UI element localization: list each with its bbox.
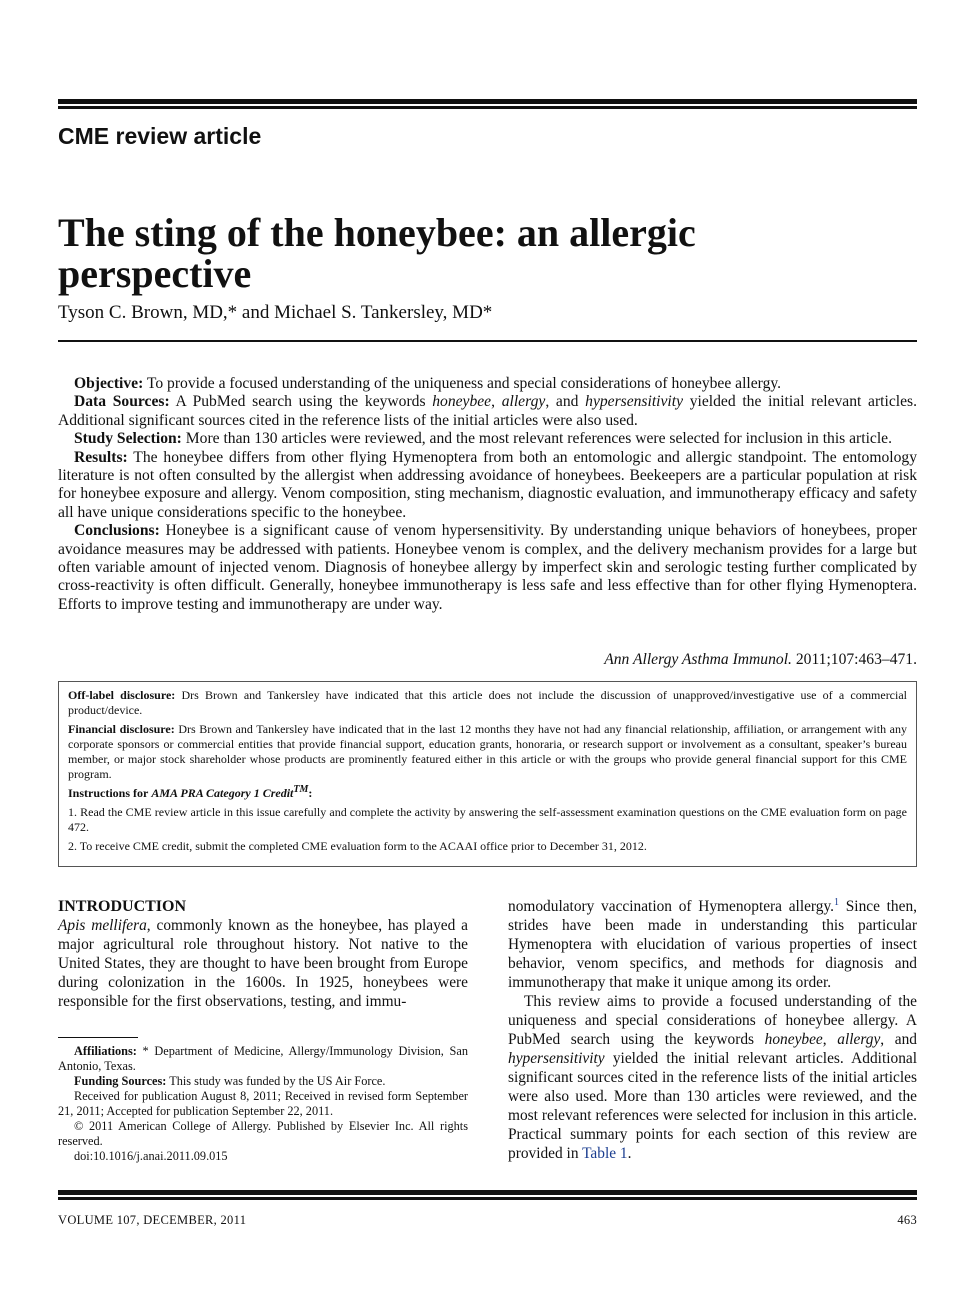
cme-instructions-heading: Instructions for AMA PRA Category 1 Credit™: xyxy=(68,784,313,800)
citation-journal: Ann Allergy Asthma Immunol. xyxy=(604,651,792,668)
study-selection-label: Study Selection: xyxy=(74,430,182,448)
disclosure-box xyxy=(58,681,917,867)
abstract-study-selection: Study Selection: More than 130 articles were reviewed, and the most relevant references were selected for inclusion in this article. xyxy=(74,430,892,448)
citation xyxy=(500,651,917,669)
footer-page-number: 463 xyxy=(897,1213,917,1227)
right-column xyxy=(508,897,917,1163)
article-title: The sting of the honeybee: an allergic perspective xyxy=(58,210,696,296)
cme-step-2: 2. To receive CME credit, submit the completed CME evaluation form to the ACAAI office prior to December 31, 2012. xyxy=(68,839,647,853)
intro-paragraph-2: This review aims to provide a focused understanding of the uniqueness and special considerations of honeybee allergy. A PubMed search using the keywords honeybee, allergy, and hypersensitivity yielded the initial relevant articles. Additional significant sources cited in the reference lists of the initial articles were also used. More than 130 articles were reviewed, and the most relevant references were selected for inclusion in this article. Practical summary points for each section of this review are provided in Table 1. xyxy=(508,993,917,1162)
abstract xyxy=(58,375,917,614)
footer-volume: VOLUME 107, DECEMBER, 2011 xyxy=(58,1213,247,1227)
left-column xyxy=(58,897,468,1011)
species-name: Apis mellifera xyxy=(58,917,147,934)
intro-paragraph-1: Apis mellifera, commonly known as the honeybee, has played a major agricultural role throughout history. Not native to the United States, they are thought to have been brought from Europe during colonization in the 1600s. In 1925, honeybees were responsible for the first observations, testing, and immu- xyxy=(58,917,468,1010)
offlabel-disclosure: Off-label disclosure: Drs Brown and Tankersley have indicated that this article does not include the discussion of unapproved/investigative use of a commercial product/device. xyxy=(68,688,908,717)
intro-heading: INTRODUCTION xyxy=(58,898,187,915)
doi: doi:10.1016/j.anai.2011.09.015 xyxy=(74,1149,228,1163)
bottom-rule-thin xyxy=(58,1197,917,1200)
copyright: © 2011 American College of Allergy. Published by Elsevier Inc. All rights reserved. xyxy=(58,1119,468,1148)
citation-details: 2011;107:463–471. xyxy=(795,651,917,668)
footnotes xyxy=(58,1044,468,1164)
cme-step-1: 1. Read the CME review article in this issue carefully and complete the activity by answering the self-assessment examination questions on the CME evaluation form on page 472. xyxy=(68,805,907,834)
reference-1-link[interactable]: 1 xyxy=(834,896,840,908)
title-divider xyxy=(58,340,917,342)
financial-disclosure: Financial disclosure: Drs Brown and Tankersley have indicated that in the last 12 months they have not had any financial relationship, affiliation, or arrangement with any corporate sponsors or commercial entities that provide financial support, education grants, honoraria, or research support or involvement as a consultant, speaker’s bureau member, or major stock shareholder whose products are prominently featured either in this article or with the groups who provide general financial support for this CME program. xyxy=(68,722,908,781)
abstract-data-sources: Data Sources: A PubMed search using the keywords honeybee, allergy, and hypersensitivity yielded the initial relevant articles. Additional significant sources cited in the reference lists of the initial articles were also used. xyxy=(58,393,917,429)
top-rule-thick xyxy=(58,99,917,104)
objective-label: Objective: xyxy=(74,375,144,392)
bottom-rule-thick xyxy=(58,1190,917,1195)
abstract-conclusions: Conclusions: Honeybee is a significant cause of venom hypersensitivity. By understanding unique behaviors of honeybees, proper avoidance measures may be addressed with patients. Honeybee venom is complex, and the delivery mechanism provides for a large but often variable amount of injected venom. Diagnosis of honeybee allergy by imperfect skin and serologic testing further complicated by cross-reactivity is often difficult. Generally, honeybee immunotherapy is less safe and less effective than for other flying Hymenoptera. Efforts to improve testing and immunotherapy are under way. xyxy=(58,522,917,613)
top-rule-thin xyxy=(58,106,917,109)
affiliations: Affiliations: * Department of Medicine, Allergy/Immunology Division, San Antonio, Texas. xyxy=(58,1044,468,1073)
article-authors: Tyson C. Brown, MD,* and Michael S. Tankersley, MD* xyxy=(58,302,493,323)
data-sources-label: Data Sources: xyxy=(74,393,170,411)
conclusions-label: Conclusions: xyxy=(74,522,160,540)
results-label: Results: xyxy=(74,448,128,466)
abstract-objective: Objective: To provide a focused understanding of the uniqueness and special considerations of honeybee allergy. xyxy=(74,375,782,392)
table-1-link[interactable]: Table 1 xyxy=(582,1145,628,1162)
intro-paragraph-1-continued: nomodulatory vaccination of Hymenoptera allergy.$^1$ Since then, strides have been made in understanding this particular Hymenoptera with elucidation of various properties of insect behavior, venom specifics, and methods for diagnosis and immunotherapy that make it unique among its order. xyxy=(508,896,917,991)
section-label: CME review article xyxy=(58,123,262,149)
received-dates: Received for publication August 8, 2011; Received in revised form September 21, 2011; Accepted for publication September 22, 2011. xyxy=(58,1089,468,1118)
funding-sources: Funding Sources: This study was funded by the US Air Force. xyxy=(74,1074,386,1088)
footnote-rule xyxy=(58,1037,138,1038)
abstract-results: Results: The honeybee differs from other flying Hymenoptera from both an entomologic and allergic standpoint. The entomology literature is not often consulted by the allergist when addressing avoidance of honeybees. Beekeepers are a particular population at risk for honeybee exposure and allergy. Venom composition, sting mechanism, diagnostic evaluation, and immunotherapy efficacy and safety all have unique considerations specific to the honeybee. xyxy=(58,448,917,521)
